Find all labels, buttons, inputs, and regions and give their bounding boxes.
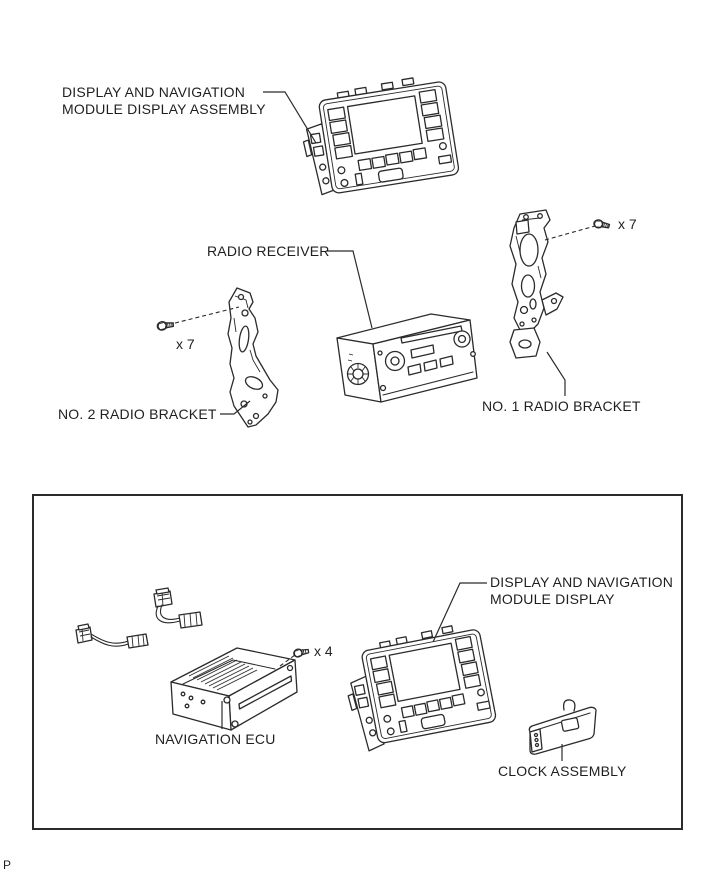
display-module-label-line2: MODULE DISPLAY bbox=[490, 591, 615, 607]
clock-assembly-label: CLOCK ASSEMBLY bbox=[498, 763, 627, 779]
display-module-label bbox=[490, 574, 673, 608]
no2-radio-bracket-label: NO. 2 RADIO BRACKET bbox=[58, 406, 217, 422]
no1-radio-bracket-label: NO. 1 RADIO BRACKET bbox=[482, 398, 641, 414]
screw-icon-right bbox=[592, 216, 614, 233]
screw-count-right: x 7 bbox=[618, 216, 637, 232]
display-assembly-illustration bbox=[293, 78, 465, 200]
navigation-ecu-label: NAVIGATION ECU bbox=[155, 731, 276, 747]
no1-radio-bracket-illustration bbox=[496, 208, 588, 368]
display-module-illustration bbox=[343, 616, 498, 761]
no2-radio-bracket-illustration bbox=[206, 284, 284, 432]
page-marker: P bbox=[3, 858, 12, 872]
screw-count-ecu: x 4 bbox=[314, 643, 333, 659]
display-module-label-line1: DISPLAY AND NAVIGATION bbox=[490, 574, 674, 590]
screw-icon-ecu bbox=[292, 644, 312, 660]
display-assembly-label-line2: MODULE DISPLAY ASSEMBLY bbox=[62, 101, 266, 117]
navigation-ecu-illustration bbox=[163, 638, 303, 732]
display-assembly-label-line1: DISPLAY AND NAVIGATION bbox=[62, 84, 246, 100]
wire-harness-2-illustration bbox=[128, 588, 220, 644]
display-assembly-label bbox=[62, 84, 266, 118]
screw-icon-left bbox=[155, 316, 179, 334]
radio-receiver-label: RADIO RECEIVER bbox=[207, 243, 330, 259]
screw-count-left: x 7 bbox=[176, 336, 195, 352]
radio-receiver-illustration bbox=[313, 298, 481, 410]
clock-assembly-illustration bbox=[518, 698, 608, 760]
